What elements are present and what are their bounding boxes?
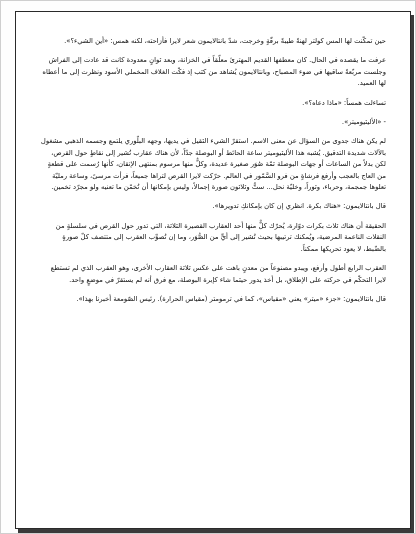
paragraph: قال بانتالايمون: «هناك بكرة. انظري إن كان بإمكانكِ تدويرها».: [212, 202, 386, 211]
paragraph: الحقيقة أن هناك ثلاث بكرات دوّارة، يُحرّك كلٌّ منها أحد العقارب القصيرة الثلاثة، التي تدور حول القرص في سلسلةٍ من النقلات الناعمة المرضية، ويُمكنك ترتيبها بحيث تُشير إلى أيٍّ من الصُّوَر، وما إن تُصوِّب العقرب إلى متتصف كلّ صورةٍ بالضّبط، لا يعود تحريكها ممكناً.: [55, 221, 386, 253]
paragraph: تساءلت همساً: «ماذا دعاه؟».: [302, 98, 386, 107]
paragraph: - «الأليثيوميتر».: [341, 118, 386, 127]
paragraph: قال بانتالايمون: «جزء «ميتر» يعني «مقياس»، كما في ترمومتر (مقياس الحرارة). رئيس الصّومعة أخبرنا بهذا».: [76, 294, 386, 303]
paragraph: لم يكن هناك جدوى من السؤال عن معنى الاسم. استقرّ الشيء الثقيل في يديها، وجهه البلّوري يلتمع وجسمه الذهبي مشغول بالآلات شديدة التدقيق. يُشبه هذا الأليثيوميتر ساعة الحائط أو البوصلة جدّاً، لأن هناك عقارب تُشير إلى نقاطٍ حول القرص، لكن بدلاً من الساعات أو جهات البوصلة ثمّة صُوَر صغيرة عديدة، وكلٌّ منها مرسوم بمنتهى الإتقان، كأنها رُسمت على قطعةٍ من العاج بالعجب وأرفع فرشاةٍ من فرو السَّمّور في العالم. حرّكت لايرا القرص لتراها جميعاً، فرأت مرسىً، وساعة رمليّة تعلوها جمجمة، وحرباء، وثوراً، وخليّة نحل... ستٌّ وثلاثون صورة إجمالاً، وليس بإمكانها أن تُخمّن ما تعنيه ولو مجرّد تخمين.: [40, 137, 386, 192]
paragraph: العقرب الرابع أطول وأرفع، ويبدو مصنوعاً من معدنٍ باهت على عكس ثلاثة العقارب الأخرى، وهو العقرب الذي لم تستطع لايرا التحكّم في حركته على الإطلاق، بل أخذ يدور حيثما شاء كإبرة البوصلة، مع فرق أنه لم يستقرّ في موضعٍ واحد.: [50, 264, 386, 284]
page-text: [40, 36, 386, 313]
document-page: [15, 11, 411, 529]
paragraph: عرفت ما يقصده في الحال. كان معطفها القديم المهترئ معلّقاً في الخزانة، وبعد ثوانٍ معدودة كانت قد عادت إلى الفراش وجلست مربّعةً ساقيها في ضوء المصباح، وبانتالايمون يُشاهد من كثب إذ فكّت الغلاف المخملي الأسود ونظرت إلى ما أعطاه لها العميد.: [42, 56, 386, 88]
paragraph: حين تمكّنت لها المس كولتر لهنةً طيبةً برقّةٍ وخرجت، شدّ بانتالايمون شعر لايرا فأزاحته، لكنه همس: «أين الشيء؟».: [64, 37, 386, 45]
